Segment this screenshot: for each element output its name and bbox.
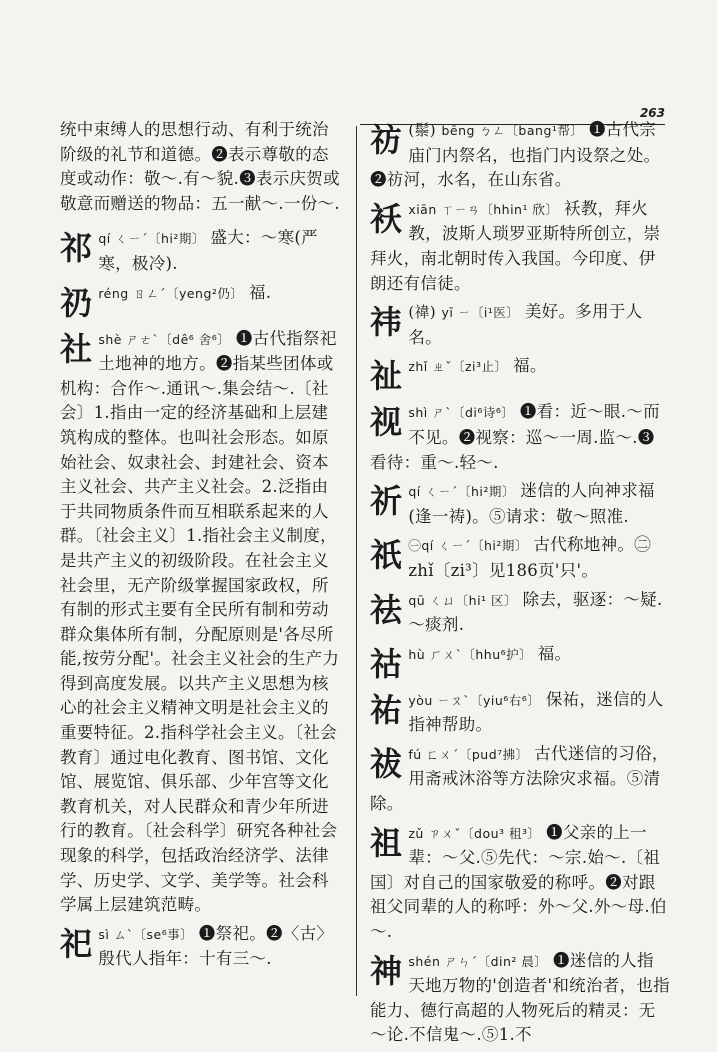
pronunciation: zhǐ ㄓˇ〔zi³止〕 xyxy=(408,359,508,375)
headword-variant: (鬃) xyxy=(408,121,436,139)
dictionary-entry xyxy=(370,533,670,587)
dictionary-entry xyxy=(370,118,670,197)
dictionary-entry xyxy=(60,226,342,280)
dictionary-entry xyxy=(370,354,670,400)
definition: 福。 xyxy=(537,643,572,663)
pronunciation: yī ㄧ〔i¹医〕 xyxy=(441,305,520,321)
dictionary-entry xyxy=(370,197,670,300)
headword: 祎 xyxy=(370,303,403,342)
column-divider xyxy=(356,126,357,996)
definition: ❶古代宗庙门内祭名，也指门内设祭之处。❷祊河，水名，在山东省。 xyxy=(370,120,661,190)
definition: 迷信的人向神求福(逢一祷)。⑤请求：敬～照准. xyxy=(408,481,655,526)
headword: 祊 xyxy=(370,121,403,159)
headword: 社 xyxy=(60,329,93,368)
pronunciation: qū ㄑㄩ〔hi¹ 区〕 xyxy=(408,592,518,608)
continued-definition: 统中束缚人的思想行动、有利于统治阶级的礼节和道德。❷表示尊敬的态度或动作：敬～.有～貌.❸表示庆贺或敬意而赠送的物品：五一献～.一份～. xyxy=(60,120,340,213)
pronunciation: shén ㄕㄣˊ〔din² 晨〕 xyxy=(408,953,548,969)
headword: 祖 xyxy=(370,823,403,862)
dictionary-entry xyxy=(370,300,670,354)
page-number: 263 xyxy=(639,106,665,120)
dictionary-entry xyxy=(60,281,342,327)
dictionary-entry xyxy=(370,400,670,479)
dictionary-entry xyxy=(370,642,670,688)
headword: 祉 xyxy=(370,357,403,396)
definition: 除去，驱逐：～疑.～痰剂. xyxy=(408,589,663,635)
pronunciation: shì ㄕˋ〔di⁶诗⁶〕 xyxy=(408,405,515,421)
headword: 祁 xyxy=(60,229,93,268)
pronunciation: sì ㄙˋ〔se⁶事〕 xyxy=(98,926,194,942)
headword: 祇 xyxy=(370,536,403,575)
dictionary-entry xyxy=(370,479,670,533)
dictionary-entry xyxy=(370,949,670,1052)
headword: 神 xyxy=(370,951,403,990)
definition: 袄教，拜火教，波斯人琐罗亚斯特所创立，崇拜火，南北朝时传入我国。今印度、伊朗还有信徒。 xyxy=(370,198,661,293)
dictionary-entry xyxy=(370,688,670,742)
dictionary-entry xyxy=(60,922,342,976)
pronunciation: xiān ㄒㄧㄢ〔hhin¹ 欣〕 xyxy=(408,201,559,217)
definition: 福。 xyxy=(513,356,547,376)
headword: 礽 xyxy=(60,283,93,322)
pronunciation: zǔ ㄗㄨˇ〔dou³ 租³〕 xyxy=(408,825,541,841)
pronunciation: yòu ㄧㄡˋ〔yiu⁶右⁶〕 xyxy=(408,692,541,708)
definition: 美好。多用于人名。 xyxy=(408,302,643,347)
headword: 祈 xyxy=(370,482,403,521)
headword: 祛 xyxy=(370,590,403,629)
definition: ❶父亲的上一辈：～父.⑤先代：～宗.始～.〔祖国〕对自己的国家敬爱的称呼。❷对跟祖父同辈的人的称呼：外～父.外～母.伯～. xyxy=(370,822,667,942)
pronunciation: ㊀qí ㄑㄧˊ〔hi²期〕 xyxy=(408,538,528,554)
headword-variant: (禕) xyxy=(408,303,436,322)
pronunciation: fú ㄈㄨˊ〔pud⁷拂〕 xyxy=(408,746,529,762)
right-column xyxy=(370,118,670,1052)
dictionary-entry xyxy=(370,588,670,642)
definition: ❶古代指祭祀土地神的地方。❷指某些团体或机构：合作～.通讯～.集会结～.〔社会〕1.指由一定的经济基础和上层建筑构成的整体。也叫社会形态。如原始社会、奴隶社会、封建社会、资本主义社会、共产主义社会。2.泛指由于共同物质条件而互相联系起来的人群。〔社会主义〕1.指社会主义制度，是共产主义的初级阶段。在社会主义社会里，无产阶级掌握国家政权，所有制的形式主要有全民所有制和劳动群众集体所有制，分配原则是'各尽所能,按劳分配'。社会主义社会的生产力得到高度发展。以共产主义思想为核心的社会主义精神文明是社会主义的重要特征。2.指科学社会主义。〔社会教育〕通过电化教育、图书馆、文化馆、展览馆、俱乐部、少年宫等文化教育机关，对人民群众和青少年所进行的教育。〔社会科学〕研究各种社会现象的科学，包括政治经济学、法律学、历史学、文学、美学等。社会科学属上层建筑范畴。 xyxy=(60,328,340,915)
definition: 古代称地神。㊁zhǐ〔zi³〕见186页'只'。 xyxy=(408,535,652,580)
dictionary-entry xyxy=(370,821,670,949)
pronunciation: qí ㄑㄧˊ〔hi²期〕 xyxy=(408,484,515,500)
headword: 祀 xyxy=(60,924,93,963)
pronunciation: hù ㄏㄨˋ〔hhu⁶护〕 xyxy=(408,646,533,662)
headword: 袄 xyxy=(370,199,403,238)
definition: 保祐，迷信的人指神帮助。 xyxy=(408,689,664,735)
pronunciation: qí ㄑㄧˊ〔hi²期〕 xyxy=(98,231,205,247)
left-column xyxy=(60,118,342,976)
pronunciation: réng ㄖㄥˊ〔yeng²仍〕 xyxy=(98,285,244,301)
pronunciation: shè ㄕㄜˋ〔dê⁶ 舍⁶〕 xyxy=(98,331,231,347)
dictionary-entry xyxy=(370,742,670,821)
definition: 福. xyxy=(248,282,272,302)
definition: ❶迷信的人指天地万物的'创造者'和统治者，也指能力、德行高超的人物死后的精灵：无～论.不信鬼～.⑤1.不 xyxy=(370,950,670,1045)
headword: 祜 xyxy=(370,644,403,683)
headword: 祓 xyxy=(370,744,403,783)
definition: ❶看：近～眼.～而不见。❷视察：巡～一周.监～.❸看待：重～.轻～. xyxy=(370,402,660,472)
definition: ❶祭祀。❷〈古〉殷代人指年：十有三～. xyxy=(98,923,334,969)
headword: 视 xyxy=(370,403,403,442)
dictionary-entry xyxy=(60,327,342,922)
pronunciation: bēng ㄅㄥ〔bang¹帮〕 xyxy=(441,123,584,138)
definition: 盛大：～寒(严寒，极冷). xyxy=(98,228,318,273)
headword: 祐 xyxy=(370,690,403,729)
definition: 古代迷信的习俗，用斋戒沐浴等方法除灾求福。⑤清除。 xyxy=(370,743,669,814)
